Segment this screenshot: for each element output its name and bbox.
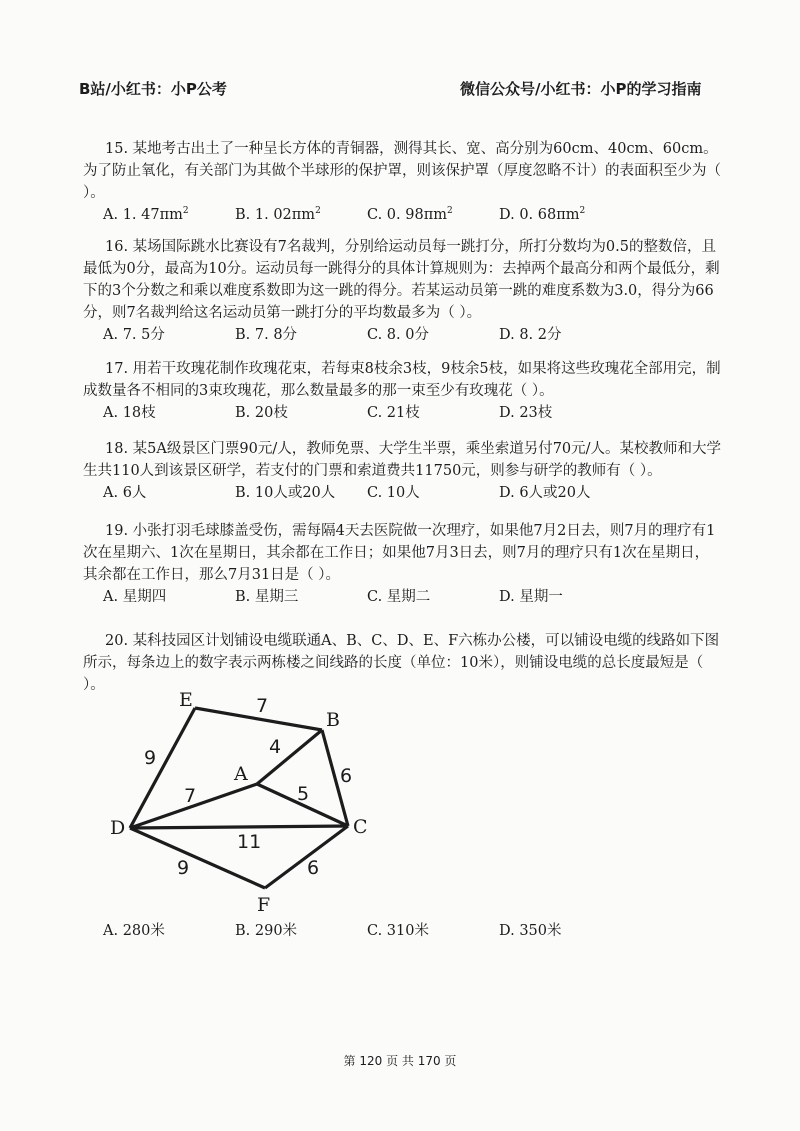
- question-18-stem: 18. 某5A级景区门票90元/人，教师免票、大学生半票，乘坐索道另付70元/人。某校教师和大学生共110人到该景区研学，若支付的门票和索道费共11750元，则参与研学的教师有（ ）。: [83, 441, 722, 479]
- option-b: B. 星期三: [235, 589, 299, 605]
- edge-d-c: [130, 826, 348, 828]
- question-18: [83, 438, 723, 504]
- node-a-label: A: [234, 763, 248, 785]
- cable-network-diagram: [100, 690, 400, 915]
- question-17: [83, 358, 723, 424]
- question-19: [83, 520, 723, 608]
- question-19-stem: 19. 小张打羽毛球膝盖受伤，需每隔4天去医院做一次理疗，如果他7月2日去，则7月的理疗有1次在星期六、1次在星期日，其余都在工作日；如果他7月3日去，则7月的理疗只有1次在星期日，其余都在工作日，那么7月31日是（ ）。: [83, 523, 716, 583]
- option-c: C. 8. 0分: [367, 327, 429, 343]
- edge-d-c-weight: 11: [237, 831, 262, 853]
- option-a: A. 6人: [103, 485, 147, 501]
- option-c: C. 0. $98\pi m^2$: [367, 206, 453, 223]
- option-b: B. 7. 8分: [235, 327, 298, 343]
- option-b: B. 10人或20人: [235, 485, 336, 501]
- question-16: [83, 236, 723, 346]
- node-e-label: E: [179, 690, 193, 711]
- option-b: B. 290米: [235, 923, 298, 939]
- question-15-options: [83, 204, 723, 226]
- option-a: A. 7. 5分: [103, 327, 165, 343]
- header-right: 微信公众号/小红书：小P的学习指南: [460, 80, 702, 98]
- edge-a-b-weight: 4: [269, 736, 282, 758]
- edge-a-b: [257, 730, 322, 784]
- edge-a-c-weight: 5: [297, 783, 310, 805]
- option-c: C. 星期二: [367, 589, 431, 605]
- node-d-label: D: [110, 817, 126, 839]
- edge-e-d-weight: 9: [144, 747, 157, 769]
- question-16-stem: 16. 某场国际跳水比赛设有7名裁判，分别给运动员每一跳打分，所打分数均为0.5的整数倍，且最低为0分，最高为10分。运动员每一跳得分的具体计算规则为：去掉两个最高分和两个最低分，剩下的3个分数之和乘以难度系数即为这一跳的得分。若某运动员第一跳的难度系数为3.0，得分为66分，则7名裁判给这名运动员第一跳打分的平均数最多为（ ）。: [83, 239, 720, 321]
- option-b: B. 1. $02\pi m^2$: [235, 206, 321, 223]
- node-c-label: C: [353, 816, 368, 838]
- question-20: [83, 630, 723, 696]
- edge-e-b-weight: 7: [256, 695, 269, 717]
- edge-f-c-weight: 6: [307, 857, 320, 879]
- question-17-stem: 17. 用若干玫瑰花制作玫瑰花束，若每束8枝余3枝，9枝余5枝，如果将这些玫瑰花全部用完，制成数量各不相同的3束玫瑰花，那么数量最多的那一束至少有玫瑰花（ ）。: [83, 361, 721, 399]
- question-20-stem: 20. 某科技园区计划铺设电缆联通A、B、C、D、E、F六栋办公楼，可以铺设电缆的线路如下图所示，每条边上的数字表示两栋楼之间线路的长度（单位：10米），则铺设电缆的总长度最短是（ ）。: [83, 633, 720, 693]
- option-d: D. 星期一: [499, 589, 563, 605]
- question-16-options: [83, 324, 723, 346]
- question-15: [83, 138, 723, 226]
- option-a: A. 星期四: [103, 589, 167, 605]
- header-left: B站/小红书：小P公考: [79, 80, 227, 98]
- option-a: A. 280米: [103, 923, 165, 939]
- option-d: D. 350米: [499, 923, 562, 939]
- edge-b-c-weight: 6: [340, 765, 353, 787]
- question-15-stem: 15. 某地考古出土了一种呈长方体的青铜器，测得其长、宽、高分别为60cm、40cm、60cm。为了防止氧化，有关部门为其做个半球形的保护罩，则该保护罩（厚度忽略不计）的表面积至少为（ ）。: [83, 141, 721, 201]
- question-19-options: [83, 586, 723, 608]
- edge-d-f-weight: 9: [177, 857, 190, 879]
- option-b: B. 20枝: [235, 405, 288, 421]
- option-a: A. 1. $47\pi m^2$: [103, 206, 189, 223]
- edge-a-d-weight: 7: [184, 785, 197, 807]
- option-c: C. 10人: [367, 485, 420, 501]
- page-footer: 第 120 页 共 170 页: [343, 1054, 457, 1068]
- node-f-label: F: [257, 894, 271, 915]
- option-c: C. 21枝: [367, 405, 420, 421]
- question-17-options: [83, 402, 723, 424]
- node-b-label: B: [326, 709, 340, 731]
- question-20-options: [83, 920, 723, 942]
- option-d: D. 8. 2分: [499, 327, 562, 343]
- question-18-options: [83, 482, 723, 504]
- option-d: D. 23枝: [499, 405, 553, 421]
- option-a: A. 18枝: [103, 405, 156, 421]
- option-d: D. 6人或20人: [499, 485, 591, 501]
- option-d: D. 0. $68\pi m^2$: [499, 206, 586, 223]
- option-c: C. 310米: [367, 923, 429, 939]
